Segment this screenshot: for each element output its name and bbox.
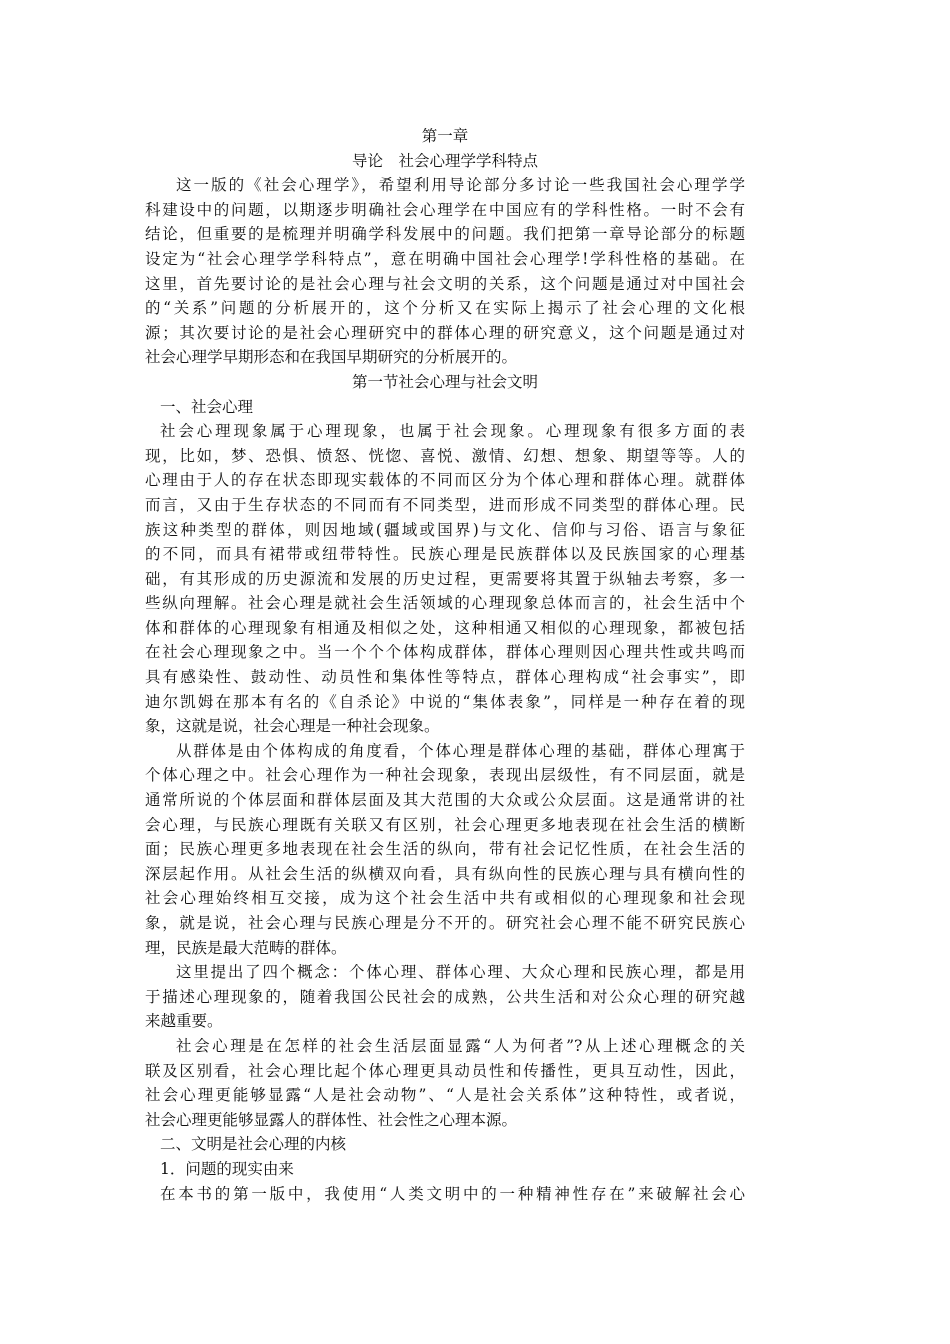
paragraph-line: 于描述心理现象的，随着我国公民社会的成熟，公共生活和对公众心理的研究越	[145, 987, 745, 1006]
chapter-title: 导论 社会心理学学科特点	[351, 151, 538, 170]
paragraph-line: 这里提出了四个概念：个体心理、群体心理、大众心理和民族心理，都是用	[176, 963, 745, 982]
paragraph-line: 个体心理之中。社会心理作为一种社会现象，表现出层级性，有不同层面，就是	[145, 766, 745, 785]
paragraph-line: 联及区别看，社会心理比起个体心理更具动员性和传播性，更具互动性，因此，	[145, 1061, 745, 1080]
heading-social-psychology: 一、社会心理	[160, 397, 254, 416]
paragraph-line: 社会心理是在怎样的社会生活层面显露“人为何者”?从上述心理概念的关	[176, 1036, 745, 1055]
paragraph-line: 的不同，而具有裙带或纽带特性。民族心理是民族群体以及民族国家的心理基	[145, 545, 745, 564]
paragraph-line: 科建设中的问题，以期逐步明确社会心理学在中国应有的学科性格。一时不会有	[145, 200, 745, 219]
paragraph-line: 心理由于人的存在状态即现实载体的不同而区分为个体心理和群体心理。就群体	[145, 471, 745, 490]
paragraph-line: 理，民族是最大范畴的群体。	[145, 938, 347, 957]
paragraph-line: 会心理，与民族心理既有关联又有区别，社会心理更多地表现在社会生活的横断	[145, 815, 745, 834]
paragraph-line: 具有感染性、鼓动性、动员性和集体性等特点，群体心理构成“社会事实”，即	[145, 668, 745, 687]
paragraph-line: 社会心理更能够显露“人是社会动物”、“人是社会关系体”这种特性，或者说，	[145, 1086, 745, 1105]
paragraph-line: 社会心理始终相互交接，成为这个社会生活中共有或相似的心理现象和社会现	[145, 889, 745, 908]
paragraph-line: 的“关系”问题的分析展开的，这个分析又在实际上揭示了社会心理的文化根	[145, 299, 745, 318]
paragraph-line: 来越重要。	[145, 1012, 223, 1031]
paragraph-line: 源；其次要讨论的是社会心理研究中的群体心理的研究意义，这个问题是通过对	[145, 323, 745, 342]
paragraph-line: 现，比如，梦、恐惧、愤怒、恍惚、喜悦、激情、幻想、想象、期望等等。人的	[145, 446, 745, 465]
subheading-origin: 1．问题的现实由来	[160, 1159, 294, 1178]
section-title: 第一节社会心理与社会文明	[351, 372, 538, 391]
paragraph-line: 这一版的《社会心理学》，希望利用导论部分多讨论一些我国社会心理学学	[176, 176, 745, 195]
paragraph-line: 面；民族心理更多地表现在社会生活的纵向，带有社会记忆性质，在社会生活的	[145, 840, 745, 859]
paragraph-line: 社会心理学早期形态和在我国早期研究的分析展开的。	[145, 348, 518, 367]
paragraph-line: 深层起作用。从社会生活的纵横双向看，具有纵向性的民族心理与具有横向性的	[145, 864, 745, 883]
chapter-label: 第一章	[421, 127, 469, 145]
paragraph-line: 些纵向理解。社会心理是就社会生活领域的心理现象总体而言的，社会生活中个	[145, 594, 745, 613]
paragraph-line: 象，就是说，社会心理与民族心理是分不开的。研究社会心理不能不研究民族心	[145, 914, 745, 932]
paragraph-line: 体和群体的心理现象有相通及相似之处，这种相通又相似的心理现象，都被包括	[145, 618, 745, 637]
paragraph-line: 通常所说的个体层面和群体层面及其大范围的大众或公众层面。这是通常讲的社	[145, 791, 745, 810]
paragraph-line: 在社会心理现象之中。当一个个个体构成群体，群体心理则因心理共性或共鸣而	[145, 643, 745, 662]
paragraph-line: 族这种类型的群体，则因地域(疆域或国界)与文化、信仰与习俗、语言与象征	[145, 520, 745, 539]
paragraph-line: 而言，又由于生存状态的不同而有不同类型，进而形成不同类型的群体心理。民	[145, 495, 745, 514]
heading-civilization: 二、文明是社会心理的内核	[160, 1135, 347, 1154]
paragraph-line: 社会心理更能够显露人的群体性、社会性之心理本源。	[145, 1110, 518, 1129]
paragraph-line: 设定为“社会心理学学科特点”，意在明确中国社会心理学!学科性格的基础。在	[145, 249, 745, 268]
paragraph-line: 社会心理现象属于心理现象，也属于社会现象。心理现象有很多方面的表	[160, 422, 745, 441]
document-page	[145, 124, 745, 1206]
paragraph-line: 这里，首先要讨论的是社会心理与社会文明的关系，这个问题是通过对中国社会	[145, 274, 745, 293]
paragraph-line: 从群体是由个体构成的角度看，个体心理是群体心理的基础，群体心理寓于	[176, 741, 745, 760]
paragraph-line: 迪尔凯姆在那本有名的《自杀论》中说的“集体表象”，同样是一种存在着的现	[145, 692, 745, 711]
paragraph-line: 象，这就是说，社会心理是一种社会现象。	[145, 717, 440, 736]
paragraph-line: 础，有其形成的历史源流和发展的历史过程，更需要将其置于纵轴去考察，多一	[145, 569, 745, 588]
paragraph-line: 结论，但重要的是梳理并明确学科发展中的问题。我们把第一章导论部分的标题	[145, 225, 745, 244]
paragraph-line: 在本书的第一版中，我使用“人类文明中的一种精神性存在”来破解社会心	[160, 1184, 745, 1203]
